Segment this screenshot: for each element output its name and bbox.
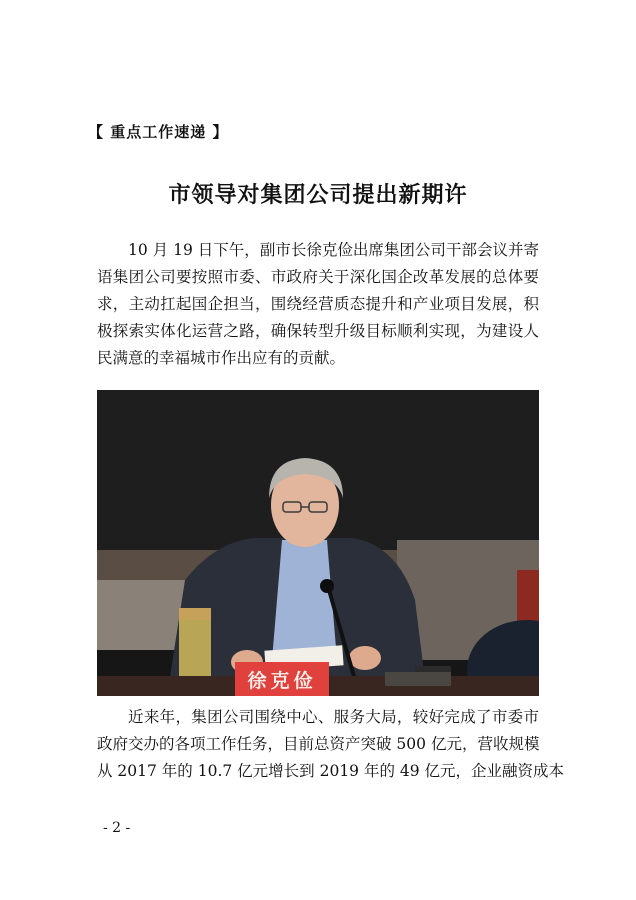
paragraph-line: 10 月 19 日下午，副市长徐克俭出席集团公司干部会议并寄 <box>128 241 539 259</box>
paragraph-2 <box>97 704 565 785</box>
paragraph-line: 语集团公司要按照市委、市政府关于深化国企改革发展的总体要 <box>97 268 539 286</box>
paragraph-line: 政府交办的各项工作任务，目前总资产突破 500 亿元，营收规模 <box>97 735 540 753</box>
meeting-photo-illustration <box>97 390 539 696</box>
paragraph-line: 从 2017 年的 10.7 亿元增长到 2019 年的 49 亿元，企业融资成本 <box>97 762 565 780</box>
article-title: 市领导对集团公司提出新期许 <box>168 182 468 208</box>
paragraph-line: 近来年，集团公司围绕中心、服务大局，较好完成了市委市 <box>128 708 539 726</box>
paragraph-line: 民满意的幸福城市作出应有的贡献。 <box>97 349 346 367</box>
paragraph-line: 求，主动扛起国企担当，围绕经营质态提升和产业项目发展，积 <box>97 295 539 313</box>
paragraph-line: 极探索实体化运营之路，确保转型升级目标顺利实现，为建设人 <box>97 322 539 340</box>
paragraph-1 <box>97 237 539 372</box>
meeting-photo <box>97 390 539 696</box>
section-tag: 【 重点工作速递 】 <box>88 123 229 141</box>
nameplate-text: 徐克俭 <box>247 671 317 692</box>
page-number: - 2 - <box>103 820 131 836</box>
